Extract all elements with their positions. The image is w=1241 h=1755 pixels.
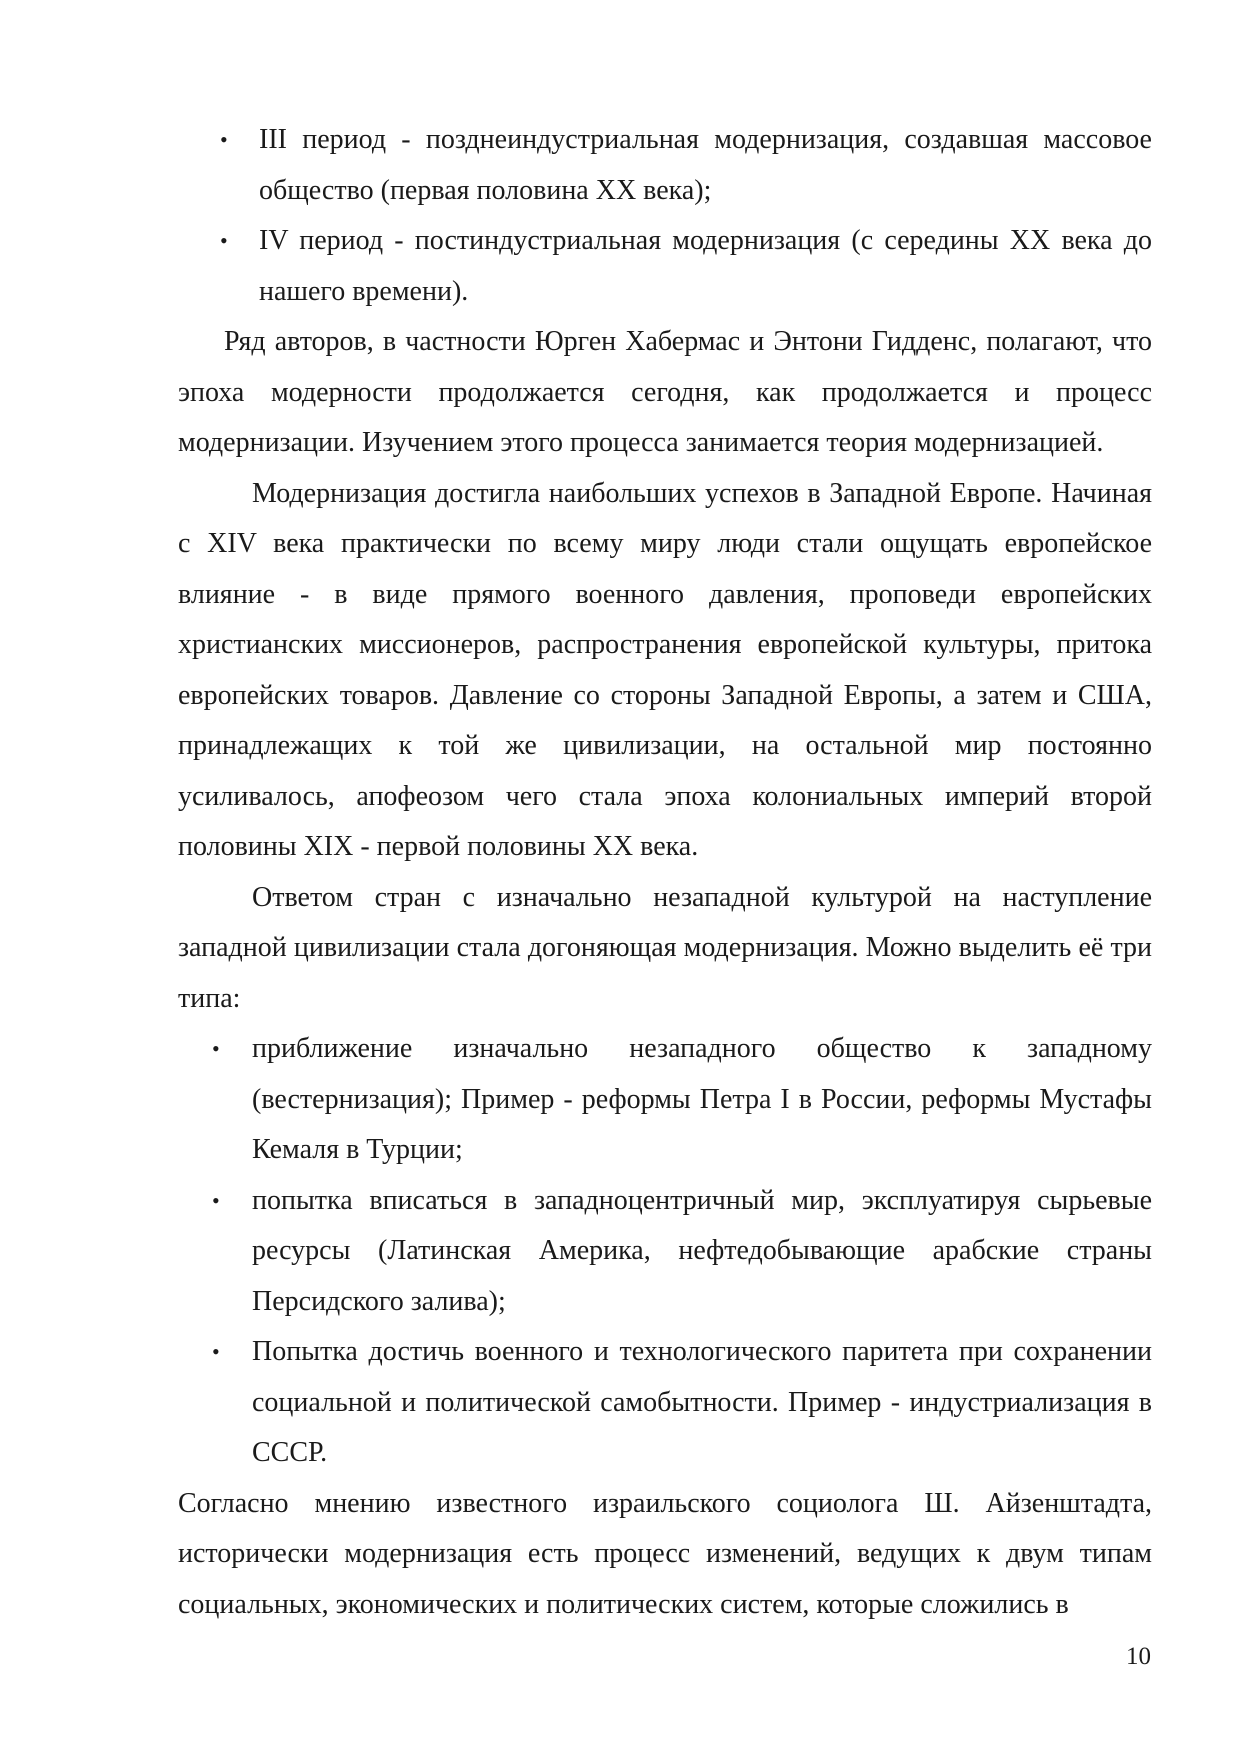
list-item bbox=[178, 1327, 1152, 1479]
bullet-icon: • bbox=[212, 1339, 220, 1364]
list-item-text: Попытка достичь военного и технологического паритета при сохранении социальной и политической самобытности. Пример - индустриализация в СССР. bbox=[252, 1336, 1152, 1468]
bullet-icon: • bbox=[212, 1187, 220, 1213]
list-item bbox=[178, 115, 1152, 216]
paragraph: Согласно мнению известного израильского социолога Ш. Айзенштадта, исторически модернизация есть процесс изменений, ведущих к двум типам социальных, экономических и политических систем, которые сложились в bbox=[178, 1487, 1152, 1620]
list-item bbox=[178, 1176, 1152, 1328]
modernization-periods-list bbox=[178, 115, 1152, 317]
list-item-text: IV период - постиндустриальная модернизация (с середины XX века до нашего времени). bbox=[259, 225, 1152, 307]
list-item bbox=[178, 1024, 1152, 1176]
list-item-text: III период - позднеиндустриальная модернизация, создавшая массовое общество (первая половина XX века); bbox=[259, 124, 1152, 206]
page-body bbox=[178, 115, 1152, 1630]
bullet-icon: • bbox=[212, 1036, 220, 1061]
bullet-icon: • bbox=[220, 127, 228, 152]
paragraph: Ответом стран с изначально незападной культурой на наступление западной цивилизации стала догоняющая модернизация. Можно выделить её три типа: bbox=[178, 881, 1152, 1014]
list-item bbox=[178, 216, 1152, 317]
bullet-icon: • bbox=[220, 228, 228, 253]
paragraph: Модернизация достигла наибольших успехов в Западной Европе. Начиная с XIV века практически по всему миру люди стали ощущать европейское влияние - в виде прямого военного давления, проповеди европейских христианских миссионеров, распространения европейской культуры, притока европейских товаров. Давление со стороны Западной Европы, а затем и США, принадлежащих к той же цивилизации, на остальной мир постоянно усиливалось, апофеозом чего стала эпоха колониальных империй второй половины XIX - первой половины XX века. bbox=[178, 477, 1152, 862]
list-item-text: приближение изначально незападного общество к западному (вестернизация); Пример - реформы Петра I в России, реформы Мустафы Кемаля в Турции; bbox=[252, 1033, 1152, 1165]
page-number: 10 bbox=[1126, 1643, 1151, 1670]
list-item-text: попытка вписаться в западноцентричный мир, эксплуатируя сырьевые ресурсы (Латинская Америка, нефтедобывающие арабские страны Персидского залива); bbox=[252, 1184, 1152, 1317]
catch-up-types-list bbox=[178, 1024, 1152, 1479]
paragraph: Ряд авторов, в частности Юрген Хабермас и Энтони Гидденс, полагают, что эпоха модерности продолжается сегодня, как продолжается и процесс модернизации. Изучением этого процесса занимается теория модернизацией. bbox=[178, 326, 1152, 458]
